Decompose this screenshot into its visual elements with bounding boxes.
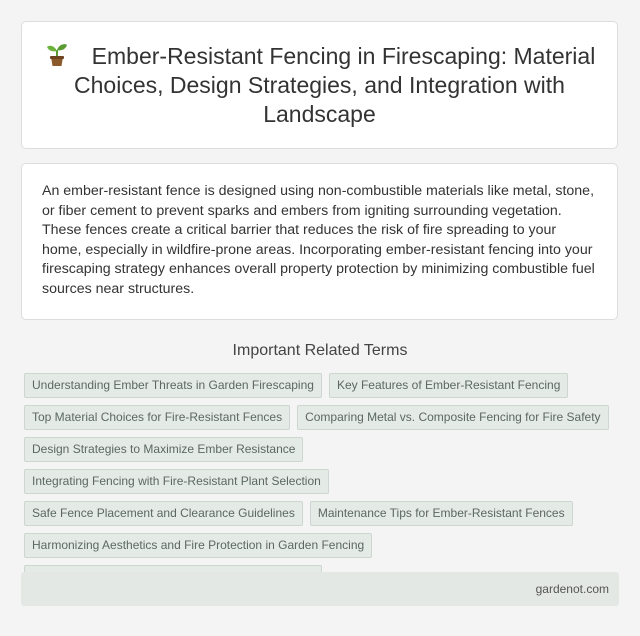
related-term-link[interactable]: Harmonizing Aesthetics and Fire Protection in Garden Fencing — [24, 533, 372, 558]
related-terms-list — [24, 373, 620, 597]
related-term-link[interactable]: Design Strategies to Maximize Ember Resistance — [24, 437, 303, 462]
related-term-link[interactable]: Key Features of Ember-Resistant Fencing — [329, 373, 568, 398]
related-term-link[interactable]: Safe Fence Placement and Clearance Guidelines — [24, 501, 303, 526]
footer — [21, 572, 619, 606]
page-title-text: Ember-Resistant Fencing in Firescaping: Material Choices, Design Strategies, and Integration with Landscape — [74, 43, 596, 127]
related-term-link[interactable]: Top Material Choices for Fire-Resistant Fences — [24, 405, 290, 430]
description-text: An ember-resistant fence is designed using non-combustible materials like metal, stone, or fiber cement to prevent sparks and embers from igniting surrounding vegetation. These fences create a critical barrier that reduces the risk of fire spreading to your home, especially in wildfire-prone areas. Incorporating ember-resistant fencing into your firescaping strategy enhances overall property protection by minimizing combustible fuel sources near structures. — [42, 183, 595, 297]
sprout-icon — [44, 41, 70, 67]
related-term-link[interactable]: Maintenance Tips for Ember-Resistant Fences — [310, 501, 573, 526]
footer-site-link[interactable]: gardenot.com — [535, 582, 609, 596]
related-term-link[interactable]: Understanding Ember Threats in Garden Firescaping — [24, 373, 322, 398]
related-term-link[interactable]: Integrating Fencing with Fire-Resistant Plant Selection — [24, 469, 329, 494]
description-card — [21, 163, 618, 320]
related-term-link[interactable]: Comparing Metal vs. Composite Fencing for Fire Safety — [297, 405, 608, 430]
related-terms-heading: Important Related Terms — [232, 342, 408, 359]
title-card — [21, 21, 618, 149]
page-title — [40, 41, 600, 129]
